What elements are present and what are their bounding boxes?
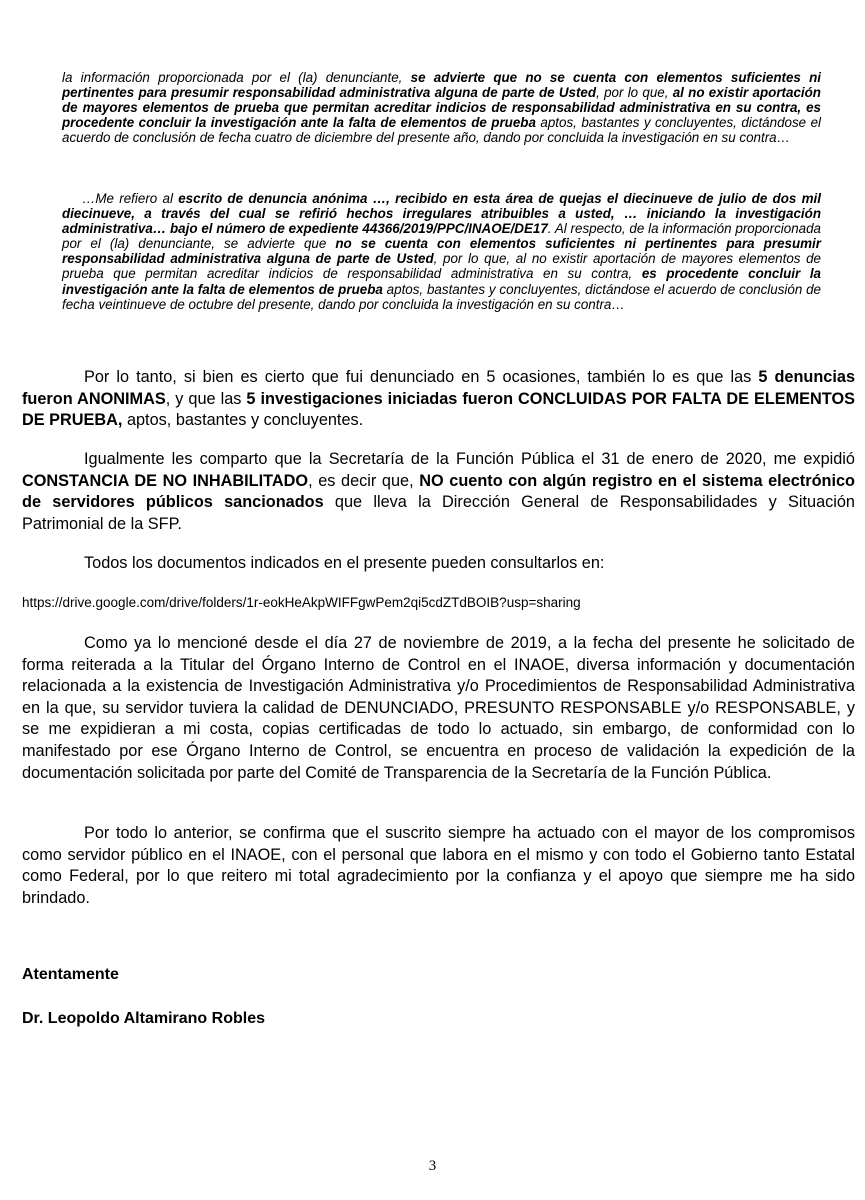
drive-link[interactable]: https://drive.google.com/drive/folders/1r-eokHeAkpWIFFgwPem2qi5cdZTdBOIB?usp=sharing <box>22 595 581 610</box>
page-number: 3 <box>428 1158 437 1174</box>
para2-text-2: , es decir que, <box>308 471 420 490</box>
para1-bold-2: 5 investigaciones iniciadas fueron CONCLUIDAS POR FALTA DE ELEMENTOS DE PRUEBA, <box>22 389 855 430</box>
quote1-text-1: la información proporcionada por el (la) denunciante, <box>62 70 411 85</box>
paragraph-documentos <box>22 553 855 575</box>
signature-name: Dr. Leopoldo Altamirano Robles <box>22 1010 265 1027</box>
paragraph-solicitud <box>22 633 855 784</box>
para2-bold-2: NO cuento con algún registro en el sistema electrónico de servidores públicos sancionados <box>22 471 855 512</box>
quote1-bold-2: al no existir aportación de mayores elementos de prueba que permitan acreditar indicios de responsabilidad administrativa en su contra, es procedente concluir la investigación ante la falta de elementos de prueba <box>62 85 821 131</box>
quote2-text-3: , por lo que, al no existir aportación de mayores elementos de prueba que permitan acreditar indicios de responsabilidad administrativa en su contra, <box>62 251 821 282</box>
para2-text-3: que lleva la Dirección General de Responsabilidades y Situación Patrimonial de la SFP. <box>22 493 855 533</box>
quote2-bold-1: escrito de denuncia anónima …, recibido en esta área de quejas el diecinueve de julio de dos mil diecinueve, a través del cual se refirió hechos irregulares atribuibles a usted, … iniciando la investigación administrativa… bajo el número de expediente 44366/2019/PPC/INAOE/DE17 <box>62 191 821 237</box>
para1-bold-1: 5 denuncias fueron ANONIMAS <box>22 368 855 408</box>
para1-text-1: Por lo tanto, si bien es cierto que fui denunciado en 5 ocasiones, también lo es que las <box>84 368 759 386</box>
para1-text-3: aptos, bastantes y concluyentes. <box>122 411 364 430</box>
quote-paragraph-1 <box>62 70 821 145</box>
quote2-bold-3: es procedente concluir la investigación ante la falta de elementos de prueba <box>62 266 821 297</box>
paragraph-denuncias <box>22 367 855 432</box>
para1-text-2: , y que las <box>165 389 247 408</box>
para3-text: Todos los documentos indicados en el presente pueden consultarlos en: <box>84 554 605 572</box>
paragraph-constancia <box>22 449 855 535</box>
quote1-bold-1: se advierte que no se cuenta con elementos suficientes ni pertinentes para presumir responsabilidad administrativa alguna de parte de Usted <box>62 70 821 101</box>
quote1-text-2: , por lo que, <box>596 85 673 101</box>
para2-bold-1: CONSTANCIA DE NO INHABILITADO <box>22 471 309 490</box>
para4-text: Como ya lo mencioné desde el día 27 de noviembre de 2019, a la fecha del presente he solicitado de forma reiterada a la Titular del Órgano Interno de Control en el INAOE, diversa información y documentación relacionada a la existencia de Investigación Administrativa y/o Procedimientos de Responsabilidad Administrativa en la que, su servidor tuviera la calidad de DENUNCIADO, PRESUNTO RESPONSABLE y/o RESPONSABLE, y se me expidieran a mi costa, copias certificadas de todo lo actuado, sin embargo, de conformidad con lo manifestado por ese Órgano Interno de Control, se encuentra en proceso de validación la expedición de la documentación solicitada por parte del Comité de Transparencia de la Secretaría de la Función Pública. <box>22 634 855 782</box>
para2-text-1: Igualmente les comparto que la Secretaría de la Función Pública el 31 de enero de 2020, me expidió <box>84 450 855 468</box>
quote-paragraph-2 <box>62 191 821 312</box>
paragraph-conclusion <box>22 823 855 909</box>
quote2-text-2: . Al respecto, de la información proporcionada por el (la) denunciante, se advierte que <box>62 221 821 252</box>
quote1-text-3: aptos, bastantes y concluyentes, dictándose el acuerdo de conclusión de fecha cuatro de diciembre del presente año, dando por concluida la investigación en su contra… <box>62 115 821 146</box>
quote2-text-4: aptos, bastantes y concluyentes, dictándose el acuerdo de conclusión de fecha veintinueve de octubre del presente, dando por concluida la investigación en su contra… <box>62 281 821 312</box>
quote2-text-1: …Me refiero al <box>82 191 179 206</box>
para5-text: Por todo lo anterior, se confirma que el suscrito siempre ha actuado con el mayor de los compromisos como servidor público en el INAOE, con el personal que labora en el mismo y con todo el Gobierno tanto Estatal como Federal, por lo que reitero mi total agradecimiento por la confianza y el apoyo que siempre me ha sido brindado. <box>22 824 855 907</box>
quote2-bold-2: no se cuenta con elementos suficientes ni pertinentes para presumir responsabilidad administrativa alguna de parte de Usted <box>62 236 821 267</box>
closing-text: Atentamente <box>22 966 119 983</box>
